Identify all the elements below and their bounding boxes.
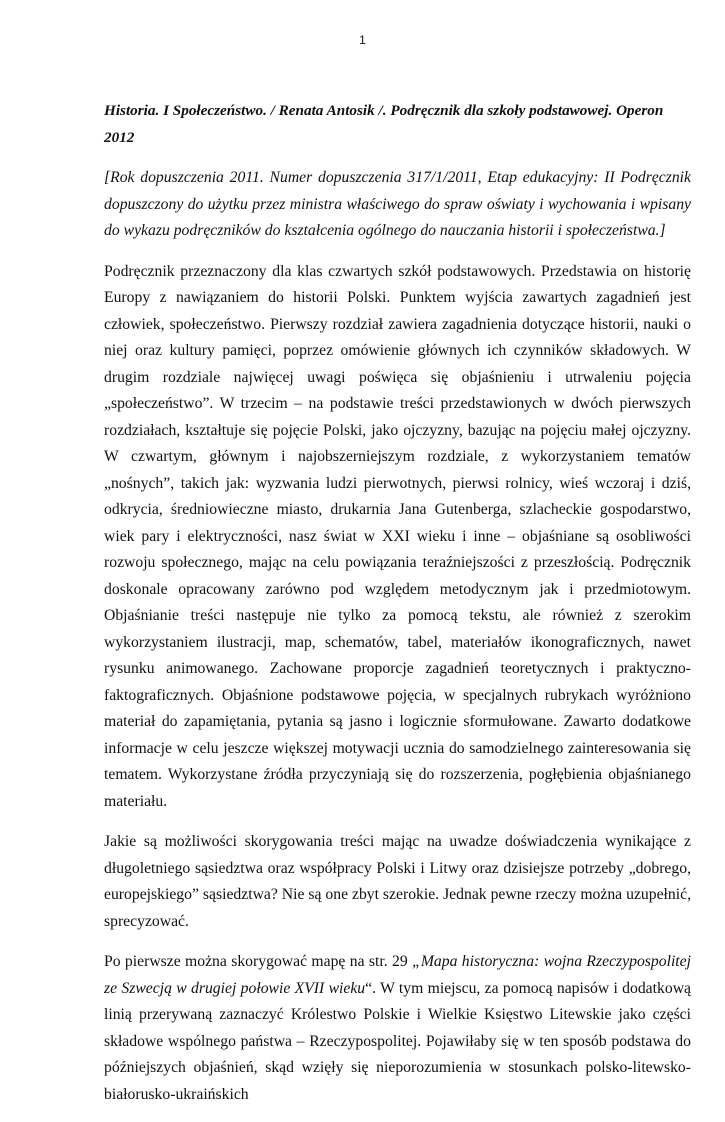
map-title: „Mapa historyczna: wojna Rzeczypospolitej ze Szwecją w drugiej połowie XVII wieku [104, 953, 691, 997]
approval-note: [Rok dopuszczenia 2011. Numer dopuszczenia 317/1/2011, Etap edukacyjny: II Podręcznik dopuszczony do użytku przez ministra właściwego do spraw oświaty i wychowania i wpisany do wykazu podręczników do kształcenia ogólnego do nauczania historii i społeczeństwa.] [104, 169, 691, 239]
paragraph-map-correction-end: “. W tym miejscu, za pomocą napisów i dodatkową linią przerywaną zaznaczyć Królestwo Polskie i Wielkie Księstwo Litewskie jako części składowe wspólnego państwa – Rzeczypospolitej. Pojawiłaby się w ten sposób podstawa do późniejszych objaśnień, skąd wzięły się nieporozumienia w stosunkach polsko-litewsko-białorusko-ukraińskich [104, 979, 691, 1103]
document-body [104, 98, 691, 1122]
paragraph-book-description: Podręcznik przeznaczony dla klas czwartych szkół podstawowych. Przedstawia on historię Europy z nawiązaniem do historii Polski. Punktem wyjścia zawartych zagadnień jest człowiek, społeczeństwo. Pierwszy rozdział zawiera zagadnienia dotyczące historii, nauki o niej oraz kultury pamięci, poprzez omówienie głównych ich czynników składowych. W drugim rozdziale najwięcej uwagi poświęca się objaśnieniu i utrwaleniu pojęcia „społeczeństwo”. W trzecim – na podstawie treści przedstawionych w dwóch pierwszych rozdziałach, kształtuje się pojęcie Polski, jako ojczyzny, bazując na pojęciu małej ojczyzny. W czwartym, głównym i najobszerniejszym rozdziale, z wykorzystaniem tematów „nośnych”, takich jak: wyzwania ludzi pierwotnych, pierwsi rolnicy, wieś wczoraj i dziś, odkrycia, średniowieczne miasto, drukarnia Jana Gutenberga, szlacheckie gospodarstwo, wiek pary i elektryczności, nasz świat w XXI wieku i inne – objaśniane są osobliwości rozwoju społecznego, mając na celu powiązania teraźniejszości z przeszłością. Podręcznik doskonale opracowany zarówno pod względem metodycznym jak i przedmiotowym. Objaśnianie treści następuje nie tylko za pomocą tekstu, ale również z szerokim wykorzystaniem ilustracji, map, schematów, tabel, materiałów ikonograficznych, nawet rysunku animowanego. Zachowane proporcje zagadnień teoretycznych i praktyczno-faktograficznych. Objaśnione podstawowe pojęcia, w specjalnych rubrykach wyróżniono materiał do zapamiętania, pytania są jasno i logicznie sformułowane. Zawarto dodatkowe informacje w celu jeszcze większej motywacji ucznia do samodzielnego zainteresowania się tematem. Wykorzystane źródła przyczyniają się do rozszerzenia, pogłębienia objaśnianego materiału. [104, 262, 691, 810]
paragraph-correction-possibilities: Jakie są możliwości skorygowania treści mając na uwadze doświadczenia wynikające z długoletniego sąsiedztwa oraz współpracy Polski i Litwy oraz dzisiejsze potrzeby „dobrego, europejskiego” sąsiedztwa? Nie są one zbyt szerokie. Jednak pewne rzeczy można uzupełnić, sprecyzować. [104, 833, 691, 930]
document-title: Historia. I Społeczeństwo. / Renata Antosik /. Podręcznik dla szkoły podstawowej. Operon 2012 [104, 102, 664, 146]
paragraph-map-correction-start: Po pierwsze można skorygować mapę na str. 29 [104, 953, 413, 970]
page-number: 1 [359, 33, 366, 47]
paragraph-map-correction [104, 949, 691, 1108]
